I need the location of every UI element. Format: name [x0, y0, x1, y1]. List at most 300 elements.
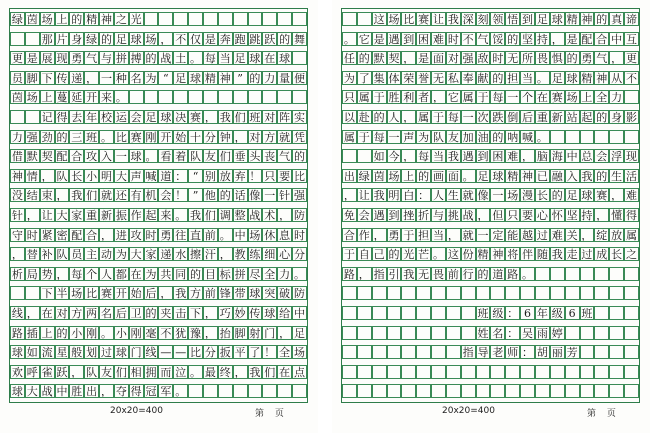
grid-cell: 开 [160, 130, 172, 144]
grid-cell: 就 [462, 189, 474, 203]
grid-cell: 的 [596, 111, 608, 124]
grid-cell [357, 306, 372, 320]
grid-cell: 遇 [388, 32, 400, 46]
grid-cell: 气 [596, 52, 608, 66]
grid-cell [401, 345, 416, 359]
grid-cell: 阵 [279, 111, 291, 124]
grid-cell: 者 [418, 91, 430, 105]
grid-cell: 一 [388, 130, 400, 144]
grid-cell: 年 [86, 111, 98, 124]
grid-cell: 比 [115, 130, 127, 144]
grid-cell: 场 [26, 91, 38, 105]
grid-cell: 战 [41, 385, 53, 399]
grid-cell: 誉 [418, 71, 430, 85]
grid-cell [446, 365, 461, 379]
grid-cell: 跑 [234, 32, 246, 46]
grid-cell [203, 12, 218, 26]
grid-cell: 上 [56, 13, 68, 26]
grid-cell: 球 [249, 287, 261, 301]
grid-cell: 名 [492, 326, 504, 340]
grid-cell [372, 384, 387, 398]
grid-cell [25, 286, 40, 300]
grid-cell: 难 [625, 189, 637, 203]
grid-cell: 面 [432, 52, 444, 66]
grid-cell: 的 [492, 71, 504, 85]
grid-cell: 得 [130, 385, 142, 399]
grid-cell: 比 [190, 346, 202, 360]
grid-cell: 站 [566, 111, 578, 124]
grid-cell: 已 [536, 169, 548, 183]
grid-cell: 友 [100, 365, 112, 379]
grid-cell [387, 306, 402, 320]
grid-cell: 破 [279, 287, 291, 301]
grid-cell: 茵 [373, 169, 385, 183]
grid-cell [431, 345, 446, 359]
grid-cell: 冠 [145, 385, 157, 399]
grid-cell [505, 365, 520, 379]
grid-cell [203, 90, 218, 104]
grid-cell: 的 [358, 52, 370, 66]
grid-cell: 班 [86, 130, 98, 144]
grid-cell: 自 [358, 248, 370, 262]
grid-cell: 出 [343, 169, 355, 183]
grid-row [342, 12, 639, 26]
grid-cell: 婷 [551, 326, 563, 340]
grid-cell [342, 345, 357, 359]
grid-cell: ， [160, 32, 172, 46]
grid-cell: 的 [566, 52, 578, 66]
grid-cell: 全 [264, 267, 276, 281]
grid-cell: 延 [71, 91, 83, 105]
grid-cell [357, 326, 372, 340]
grid-cell: 们 [219, 150, 231, 164]
grid-cell: 足 [145, 111, 157, 124]
grid-cell [262, 384, 277, 398]
grid-cell [292, 90, 307, 104]
grid-cell: 。 [536, 71, 548, 85]
grid-cell: 喊 [145, 169, 157, 183]
grid-cell: 带 [234, 287, 246, 301]
grid-cell: 力 [279, 267, 291, 281]
grid-cell: ！ [264, 346, 276, 360]
grid-cell: 像 [249, 189, 261, 203]
grid-cell: 出 [86, 385, 98, 399]
grid-cell: ， [279, 326, 291, 340]
grid-cell: 球 [249, 52, 261, 66]
grid-cell: 班 [249, 111, 261, 124]
grid-cell [490, 365, 505, 379]
grid-cell: 胜 [388, 91, 400, 105]
grid-cell: 绿 [86, 32, 98, 46]
grid-cell: 丽 [551, 346, 563, 360]
grid-row [10, 306, 307, 320]
grid-cell: 妙 [234, 307, 246, 320]
grid-cell: 放 [611, 228, 623, 242]
grid-cell: 光 [403, 248, 415, 262]
grid-cell: 属 [625, 228, 637, 242]
grid-cell: 荣 [403, 71, 415, 85]
grid-cell: 体 [388, 71, 400, 85]
grid-cell: ， [447, 228, 459, 242]
grid-cell: 任 [343, 52, 355, 66]
grid-cell [624, 267, 639, 281]
grid-cell: 坚 [522, 32, 534, 46]
grid-cell: 击 [175, 307, 187, 320]
grid-cell: 于 [477, 91, 489, 105]
grid-cell: 级 [551, 307, 563, 320]
grid-cell: 中 [234, 228, 246, 242]
grid-cell [292, 51, 307, 65]
grid-cell: ， [432, 91, 444, 105]
grid-cell: 默 [26, 150, 38, 164]
grid-cell: 。 [293, 267, 305, 281]
grid-cell: 舞 [293, 32, 305, 46]
grid-cell: 放 [219, 169, 231, 183]
grid-frame [341, 8, 640, 403]
grid-cell: 我 [403, 267, 415, 281]
grid-cell: 是 [566, 32, 578, 46]
grid-cell: 。 [432, 248, 444, 262]
grid-cell: 展 [41, 52, 53, 66]
grid-cell: 为 [418, 130, 430, 144]
grid-cell: 人 [388, 111, 400, 124]
grid-cell: 弃 [234, 169, 246, 183]
grid-cell: 6 [565, 306, 580, 320]
grid-cell [416, 326, 431, 340]
grid-row [342, 384, 639, 398]
grid-cell: 振 [115, 209, 127, 222]
grid-cell [342, 326, 357, 340]
grid-cell: 长 [536, 189, 548, 203]
grid-cell: 的 [596, 169, 608, 183]
grid-cell: 名 [100, 307, 112, 320]
grid-cell: 让 [41, 209, 53, 222]
grid-cell: 加 [462, 130, 474, 144]
grid-cell [550, 267, 565, 281]
grid-cell: 强 [293, 189, 305, 203]
grid-cell: 传 [56, 71, 68, 85]
grid-cell: 这 [373, 13, 385, 26]
grid-cell: 球 [581, 189, 593, 203]
grid-cell: 于 [343, 248, 355, 262]
grid-cell: ： [418, 189, 430, 203]
grid-cell: — [160, 346, 172, 360]
grid-cell: 如 [26, 346, 38, 360]
page-number-label: 第 页 [587, 409, 620, 419]
grid-cell: 赛 [100, 287, 112, 301]
grid-cell: 精 [204, 71, 216, 85]
grid-row [10, 32, 307, 46]
grid-cell [431, 306, 446, 320]
grid-cell: 不 [462, 32, 474, 46]
grid-cell: 们 [115, 365, 127, 379]
grid-cell [461, 384, 476, 398]
grid-cell: 门 [264, 326, 276, 340]
grid-cell: 到 [477, 150, 489, 164]
grid-cell: 。 [175, 385, 187, 399]
grid-cell: 机 [145, 189, 157, 203]
grid-row [342, 208, 639, 222]
grid-cell [594, 130, 609, 144]
grid-cell: 为 [145, 71, 157, 85]
grid-cell [233, 384, 248, 398]
grid-cell: ， [160, 287, 172, 301]
grid-cell: 上 [581, 91, 593, 105]
grid-cell: 不 [625, 71, 637, 85]
grid-cell [144, 90, 159, 104]
grid-cell: 小 [115, 326, 127, 340]
grid-cell: 困 [418, 32, 430, 46]
grid-cell: 的 [373, 111, 385, 124]
grid-cell: 行 [462, 267, 474, 281]
grid-cell: 当 [432, 150, 444, 164]
grid-cell: 球 [492, 169, 504, 183]
grid-cell: 人 [100, 267, 112, 281]
grid-cell: 场 [507, 189, 519, 203]
grid-cell: 的 [145, 52, 157, 66]
grid-cell: 惧 [551, 52, 563, 66]
grid-cell [372, 326, 387, 340]
grid-cell: 头 [249, 150, 261, 164]
grid-cell: 精 [581, 71, 593, 85]
grid-cell: 面 [447, 169, 459, 183]
grid-cell: 从 [611, 71, 623, 85]
grid-cell: 姓 [477, 326, 489, 340]
grid-cell: 相 [130, 365, 142, 379]
grid-cell: 前 [204, 228, 216, 242]
grid-cell: 在 [536, 91, 548, 105]
grid-cell: 一 [477, 228, 489, 242]
grid-cell: 重 [86, 209, 98, 222]
grid-cell [461, 326, 476, 340]
grid-cell: 场 [71, 287, 83, 301]
grid-cell: 长 [71, 169, 83, 183]
grid-cell: 在 [279, 365, 291, 379]
grid-cell: 全 [279, 346, 291, 360]
grid-cell: ， [358, 267, 370, 281]
grid-cell [594, 345, 609, 359]
grid-cell: 个 [522, 91, 534, 105]
grid-cell: 路 [11, 326, 23, 340]
grid-cell: 息 [279, 228, 291, 242]
grid-cell: 次 [477, 111, 489, 124]
grid-cell: 前 [204, 287, 216, 301]
grid-cell [218, 384, 233, 398]
grid-cell: 中 [56, 385, 68, 399]
grid-cell: 只 [507, 209, 519, 222]
grid-cell: 下 [190, 307, 202, 320]
grid-cell [416, 365, 431, 379]
grid-cell: 不 [160, 326, 172, 340]
grid-cell: 插 [26, 326, 38, 340]
grid-cell: 我 [373, 189, 385, 203]
grid-cell: 半 [56, 287, 68, 301]
grid-cell: 的 [551, 189, 563, 203]
grid-cell: 战 [462, 209, 474, 222]
grid-cell: 茵 [26, 13, 38, 26]
grid-count-label: 20x20=400 [442, 406, 495, 416]
grid-cell: 强 [26, 130, 38, 144]
grid-cell: 就 [100, 189, 112, 203]
grid-cell: 新 [100, 209, 112, 222]
grid-cell: 终 [219, 365, 231, 379]
grid-cell: 。 [343, 32, 355, 46]
grid-cell: 免 [343, 209, 355, 222]
grid-cell [624, 326, 639, 340]
grid-cell: 足 [566, 189, 578, 203]
grid-cell: 起 [581, 111, 593, 124]
grid-cell [565, 326, 580, 340]
grid-cell: 最 [204, 365, 216, 379]
grid-cell: 得 [56, 111, 68, 124]
grid-cell: 后 [115, 307, 127, 320]
grid-cell: 抬 [219, 326, 231, 340]
grid-cell: 明 [100, 169, 112, 183]
grid-cell: 。 [522, 267, 534, 281]
grid-cell: 的 [219, 189, 231, 203]
grid-row [10, 110, 307, 124]
grid-cell: 赛 [551, 91, 563, 105]
grid-cell: 一 [462, 111, 474, 124]
grid-cell [158, 90, 173, 104]
grid-row [342, 365, 639, 379]
grid-cell: 每 [71, 267, 83, 281]
grid-cell: 浮 [611, 150, 623, 164]
grid-row [342, 51, 639, 65]
grid-cell: 。 [115, 91, 127, 105]
grid-cell: 比 [86, 287, 98, 301]
grid-cell: 的 [249, 71, 261, 85]
grid-cell: 气 [477, 32, 489, 46]
grid-cell: 场 [388, 13, 400, 26]
grid-cell: 防 [293, 209, 305, 222]
grid-cell: 谛 [625, 13, 637, 26]
grid-cell: 引 [388, 267, 400, 281]
grid-cell: 我 [447, 150, 459, 164]
grid-cell [505, 286, 520, 300]
grid-cell [609, 286, 624, 300]
grid-cell [292, 12, 307, 26]
grid-cell: 心 [536, 209, 548, 222]
grid-cell: 长 [611, 248, 623, 262]
grid-cell: 往 [175, 228, 187, 242]
grid-cell: 担 [418, 228, 430, 242]
grid-cell: “ [158, 71, 173, 85]
grid-cell: 配 [56, 150, 68, 164]
grid-cell: 刚 [145, 130, 157, 144]
grid-cell: 方 [264, 130, 276, 144]
grid-cell [580, 326, 595, 340]
grid-cell [357, 365, 372, 379]
grid-cell [580, 365, 595, 379]
grid-cell: 在 [41, 307, 53, 320]
grid-cell: 开 [115, 287, 127, 301]
grid-cell [10, 286, 25, 300]
grid-cell: ， [522, 150, 534, 164]
grid-cell: 畏 [432, 267, 444, 281]
grid-cell: 神 [100, 13, 112, 26]
grid-cell: 犹 [175, 326, 187, 340]
grid-cell: 赛 [190, 111, 202, 124]
grid-row [342, 286, 639, 300]
grid-cell: 量 [279, 71, 291, 85]
grid-cell: 重 [536, 111, 548, 124]
grid-cell [233, 90, 248, 104]
grid-cell: ， [204, 307, 216, 320]
grid-cell [550, 130, 565, 144]
grid-cell: 比 [403, 13, 415, 26]
grid-cell: 局 [26, 267, 38, 281]
grid-cell: 到 [522, 13, 534, 26]
grid-cell [594, 267, 609, 281]
grid-cell: 们 [264, 365, 276, 379]
grid-cell [550, 365, 565, 379]
grid-cell: ， [596, 209, 608, 222]
grid-cell: 平 [234, 346, 246, 360]
grid-cell: ： [522, 346, 534, 360]
grid-cell: 汗 [204, 248, 216, 262]
grid-cell: 入 [100, 150, 112, 164]
grid-cell: 深 [462, 13, 474, 26]
grid-cell: 每 [373, 130, 385, 144]
grid-cell: 精 [86, 13, 98, 26]
grid-cell: 场 [249, 228, 261, 242]
grid-cell [550, 286, 565, 300]
grid-cell: 在 [264, 52, 276, 66]
grid-cell [158, 12, 173, 26]
grid-cell: 属 [358, 91, 370, 105]
grid-cell: 球 [264, 307, 276, 320]
grid-cell: ， [86, 71, 98, 85]
grid-cell: 调 [219, 209, 231, 222]
grid-cell: 每 [418, 150, 430, 164]
grid-cell: ， [611, 189, 623, 203]
grid-cell: 拼 [234, 267, 246, 281]
grid-cell: 气 [279, 150, 291, 164]
grid-cell: 勇 [581, 52, 593, 66]
grid-cell: 契 [41, 150, 53, 164]
grid-cell: 份 [462, 248, 474, 262]
grid-cell: 两 [86, 307, 98, 320]
grid-cell: 为 [343, 71, 355, 85]
grid-cell: 一 [264, 189, 276, 203]
grid-cell: 泣 [175, 365, 187, 379]
grid-cell: 强 [462, 52, 474, 66]
grid-cell: 的 [388, 248, 400, 262]
grid-cell: 标 [219, 267, 231, 281]
grid-row [10, 51, 307, 65]
grid-cell: 豫 [190, 326, 202, 340]
grid-cell [357, 345, 372, 359]
grid-cell: 让 [432, 13, 444, 26]
grid-cell: 线 [11, 307, 23, 320]
grid-cell [609, 306, 624, 320]
grid-cell [342, 365, 357, 379]
grid-cell: 赛 [418, 13, 430, 26]
grid-cell: 欢 [11, 365, 23, 379]
grid-cell: 道 [160, 169, 172, 183]
grid-cell: 球 [279, 52, 291, 66]
grid-row [342, 110, 639, 124]
grid-cell [565, 384, 580, 398]
grid-cell: 更 [11, 52, 23, 66]
grid-cell: 懂 [611, 209, 623, 222]
grid-cell: 默 [373, 52, 385, 66]
grid-cell: 种 [115, 71, 127, 85]
grid-cell: 奉 [462, 71, 474, 85]
grid-cell: 还 [115, 189, 127, 203]
grid-cell: 每 [447, 111, 459, 124]
